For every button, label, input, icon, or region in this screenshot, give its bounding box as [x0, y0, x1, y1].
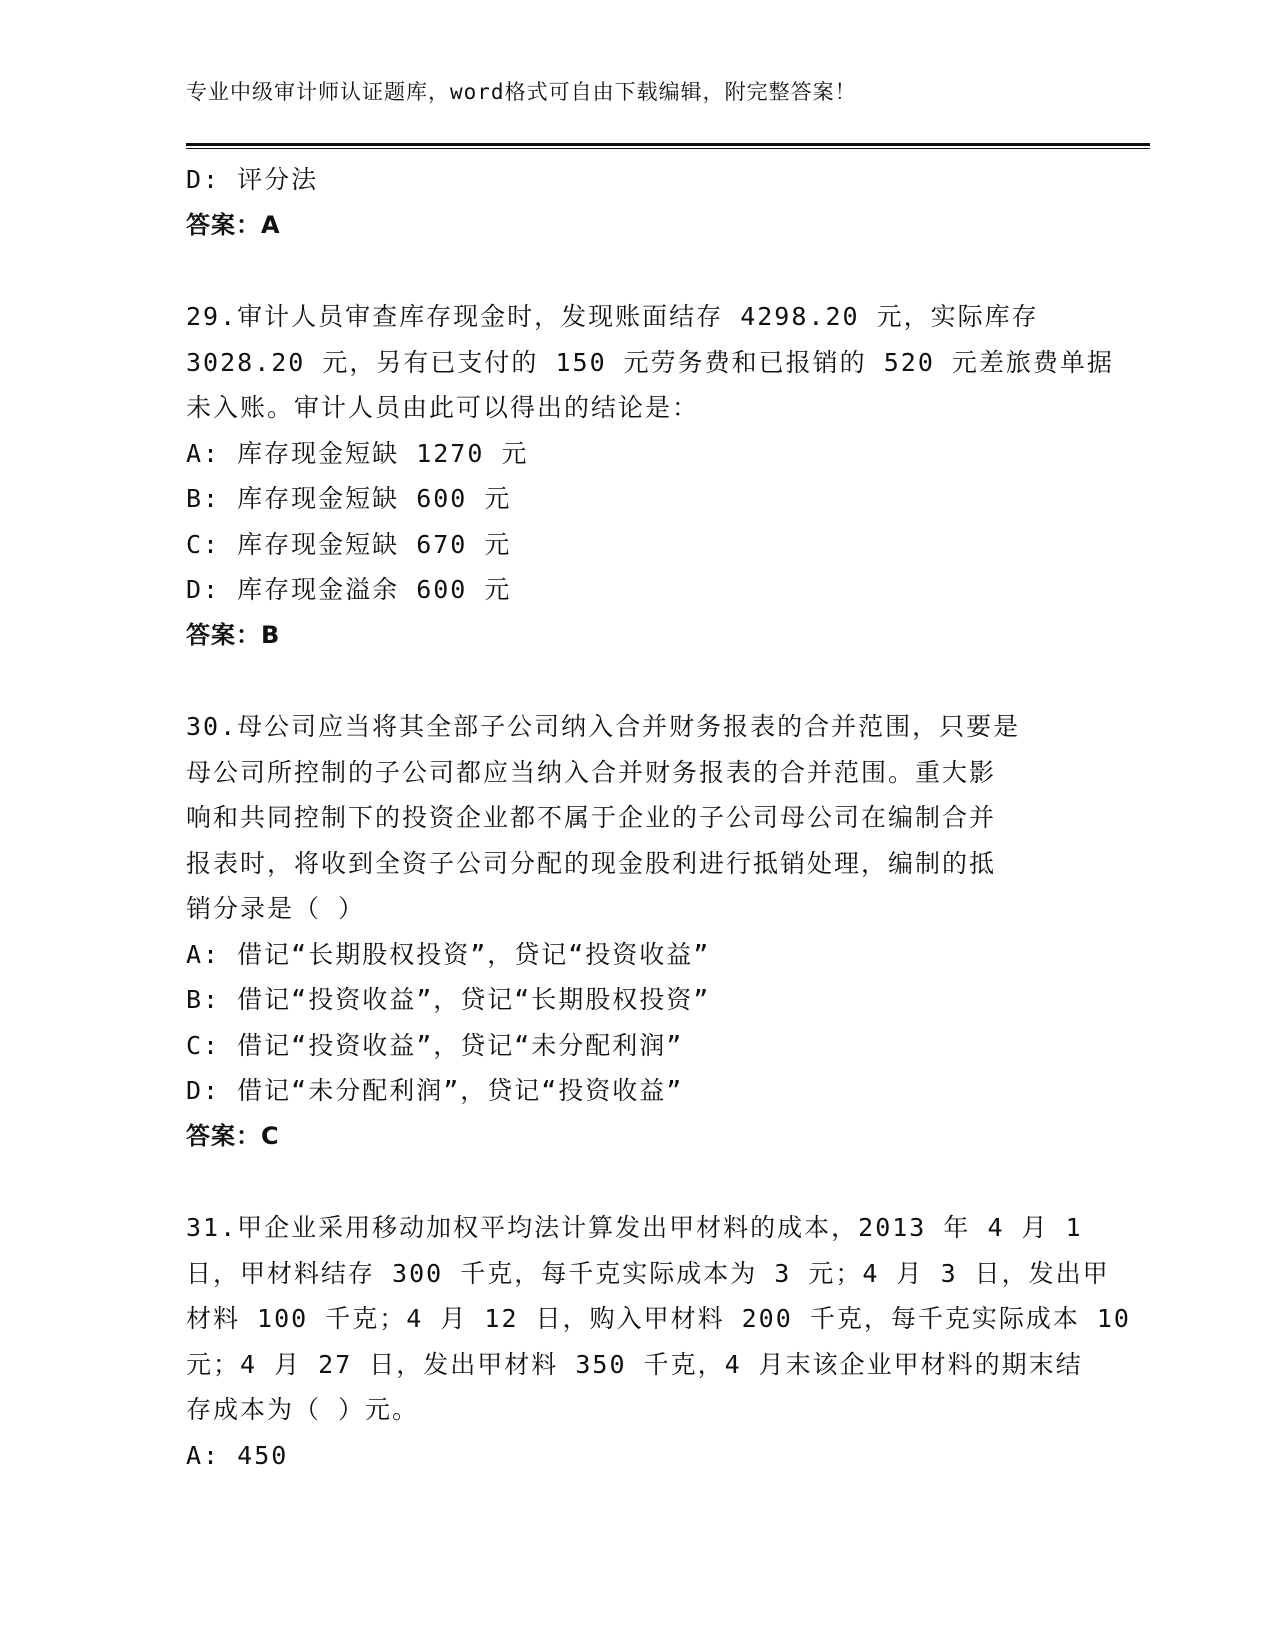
option-b: B: 库存现金短缺 600 元: [186, 484, 512, 513]
question-31: [186, 1205, 1131, 1478]
question-29: [186, 294, 1114, 658]
question-text-line: 存成本为（ ）元。: [186, 1395, 420, 1424]
option-c: C: 借记“投资收益”，贷记“未分配利润”: [186, 1030, 684, 1060]
question-text-line: 31.甲企业采用移动加权平均法计算发出甲材料的成本，2013 年 4 月 1: [186, 1213, 1083, 1242]
question-text-line: 销分录是（ ）: [186, 894, 366, 923]
option-d: D: 库存现金溢余 600 元: [186, 575, 512, 604]
option-b: B: 借记“投资收益”，贷记“长期股权投资”: [186, 985, 711, 1014]
option-d: D: 评分法: [186, 165, 319, 194]
answer: 答案：A: [186, 210, 281, 239]
question-text-line: 未入账。审计人员由此可以得出的结论是：: [186, 393, 700, 422]
option-a: A: 450: [186, 1440, 289, 1470]
option-a: A: 库存现金短缺 1270 元: [186, 438, 529, 468]
option-a: A: 借记“长期股权投资”，贷记“投资收益”: [186, 939, 711, 969]
document-body: [186, 157, 1131, 1478]
question-spacer: [186, 658, 1086, 704]
page-header-text: 专业中级审计师认证题库，word格式可自由下载编辑，附完整答案！: [186, 80, 857, 104]
answer: 答案：B: [186, 620, 281, 649]
question-text-line: 30.母公司应当将其全部子公司纳入合并财务报表的合并范围，只要是: [186, 712, 1021, 741]
question-text-line: 29.审计人员审查库存现金时，发现账面结存 4298.20 元，实际库存: [186, 302, 1039, 331]
question-text-line: 元；4 月 27 日，发出甲材料 350 千克，4 月末该企业甲材料的期末结: [186, 1349, 1083, 1379]
option-c: C: 库存现金短缺 670 元: [186, 529, 512, 559]
header-divider: [186, 143, 1150, 149]
question-spacer: [186, 1159, 1086, 1205]
question-spacer: [186, 248, 1086, 294]
question-text-line: 响和共同控制下的投资企业都不属于企业的子公司母公司在编制合并: [186, 803, 997, 832]
question-text-line: 母公司所控制的子公司都应当纳入合并财务报表的合并范围。重大影: [186, 757, 997, 787]
question-text-line: 材料 100 千克；4 月 12 日，购入甲材料 200 千克，每千克实际成本 10: [186, 1304, 1131, 1333]
answer: 答案：C: [186, 1121, 280, 1150]
question-text-line: 报表时，将收到全资子公司分配的现金股利进行抵销处理，编制的抵: [186, 848, 997, 878]
option-d: D: 借记“未分配利润”，贷记“投资收益”: [186, 1076, 684, 1105]
question-30: [186, 704, 1086, 1159]
question-text-line: 3028.20 元，另有已支付的 150 元劳务费和已报销的 520 元差旅费单据: [186, 347, 1114, 377]
question-text-line: 日，甲材料结存 300 千克，每千克实际成本为 3 元；4 月 3 日，发出甲: [186, 1258, 1110, 1288]
